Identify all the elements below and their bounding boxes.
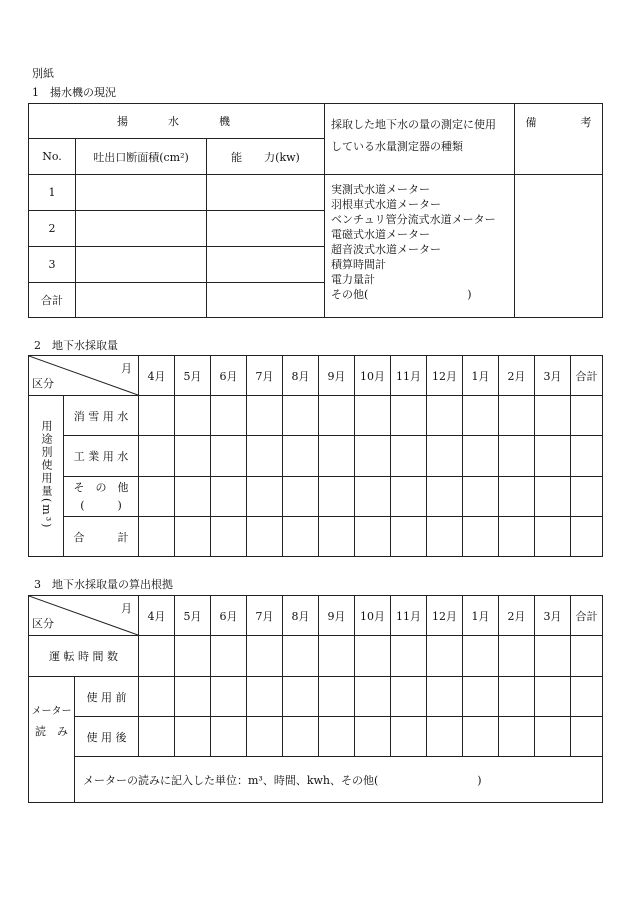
data-cell[interactable] (535, 396, 571, 436)
meter-type-item: その他( ) (331, 288, 472, 301)
data-cell[interactable] (463, 717, 499, 757)
data-cell[interactable] (247, 436, 283, 477)
month-header: 6月 (211, 356, 247, 396)
data-cell[interactable] (211, 436, 247, 477)
data-cell[interactable] (247, 717, 283, 757)
month-header: 10月 (355, 356, 391, 396)
month-header: 1月 (463, 596, 499, 636)
unit-note: メーターの読みに記入した単位：m³、時間、kwh、その他( ) (75, 757, 603, 803)
month-header: 9月 (319, 356, 355, 396)
meter-type-item: 電力量計 (331, 273, 375, 286)
month-header: 7月 (247, 596, 283, 636)
meter-reading-label: メーター 読 み (29, 677, 75, 803)
data-cell[interactable] (319, 396, 355, 436)
data-cell[interactable] (427, 396, 463, 436)
data-cell[interactable] (319, 436, 355, 477)
meter-type-item: 超音波式水道メーター (331, 243, 441, 256)
corner-month-label: 月 (121, 362, 132, 375)
data-cell[interactable] (427, 436, 463, 477)
month-header: 10月 (355, 596, 391, 636)
month-header: 2月 (499, 596, 535, 636)
area-cell-3[interactable] (76, 247, 207, 283)
data-cell[interactable] (499, 517, 535, 557)
month-header: 12月 (427, 596, 463, 636)
section2-title: 2 地下水採取量 (34, 339, 118, 352)
month-header: 1月 (463, 356, 499, 396)
data-cell[interactable] (463, 477, 499, 517)
month-header: 8月 (283, 356, 319, 396)
data-cell[interactable] (211, 717, 247, 757)
data-cell[interactable] (283, 477, 319, 517)
total-header: 合計 (571, 596, 603, 636)
data-cell[interactable] (283, 677, 319, 717)
data-cell[interactable] (283, 436, 319, 477)
area-cell-1[interactable] (76, 175, 207, 211)
data-cell[interactable] (283, 396, 319, 436)
row-operating-hours: 運 転 時 間 数 (29, 636, 139, 677)
area-cell-total[interactable] (76, 283, 207, 318)
data-cell[interactable] (355, 677, 391, 717)
data-cell[interactable] (499, 396, 535, 436)
month-header: 5月 (175, 596, 211, 636)
row-after-use: 使 用 後 (75, 717, 139, 757)
data-cell[interactable] (391, 517, 427, 557)
data-cell[interactable] (463, 396, 499, 436)
data-cell[interactable] (427, 517, 463, 557)
data-cell[interactable] (499, 677, 535, 717)
data-cell[interactable] (391, 436, 427, 477)
data-cell[interactable] (211, 677, 247, 717)
data-cell[interactable] (499, 717, 535, 757)
meter-type-item: 羽根車式水道メーター (331, 198, 441, 211)
month-header: 3月 (535, 356, 571, 396)
data-cell[interactable] (535, 636, 571, 677)
data-cell[interactable] (319, 717, 355, 757)
data-cell[interactable] (571, 677, 603, 717)
month-header: 11月 (391, 356, 427, 396)
data-cell[interactable] (211, 396, 247, 436)
month-header: 11月 (391, 596, 427, 636)
month-header: 8月 (283, 596, 319, 636)
corner-category-label: 区分 (32, 617, 54, 630)
col-no: No. (29, 139, 76, 175)
meter-type-item: ベンチュリ管分流式水道メーター (331, 213, 496, 226)
data-cell[interactable] (319, 636, 355, 677)
data-cell[interactable] (247, 636, 283, 677)
row-no-3: 3 (29, 247, 76, 283)
data-cell[interactable] (247, 477, 283, 517)
power-cell-total[interactable] (207, 283, 325, 318)
data-cell[interactable] (535, 677, 571, 717)
data-cell[interactable] (175, 517, 211, 557)
section1-title: 1 揚水機の現況 (32, 86, 116, 99)
data-cell[interactable] (175, 436, 211, 477)
data-cell[interactable] (175, 477, 211, 517)
power-cell-1[interactable] (207, 175, 325, 211)
month-header: 3月 (535, 596, 571, 636)
data-cell[interactable] (283, 636, 319, 677)
data-cell[interactable] (247, 396, 283, 436)
data-cell[interactable] (139, 517, 175, 557)
groundwater-volume-table (28, 355, 603, 557)
section3-title: 3 地下水採取量の算出根拠 (34, 578, 173, 591)
data-cell[interactable] (499, 636, 535, 677)
power-cell-2[interactable] (207, 211, 325, 247)
data-cell[interactable] (499, 477, 535, 517)
data-cell[interactable] (139, 396, 175, 436)
month-header: 12月 (427, 356, 463, 396)
data-cell[interactable] (211, 636, 247, 677)
area-cell-2[interactable] (76, 211, 207, 247)
power-cell-3[interactable] (207, 247, 325, 283)
month-header: 5月 (175, 356, 211, 396)
data-cell[interactable] (355, 436, 391, 477)
data-cell[interactable] (571, 717, 603, 757)
month-header: 6月 (211, 596, 247, 636)
meter-type-item: 実測式水道メーター (331, 183, 430, 196)
usage-vertical-label: 用途別使用量(m³) (29, 396, 64, 557)
month-header: 7月 (247, 356, 283, 396)
corner-category-label: 区分 (32, 377, 54, 390)
data-cell[interactable] (175, 677, 211, 717)
meter-type-item: 電磁式水道メーター (331, 228, 430, 241)
data-cell[interactable] (211, 477, 247, 517)
data-cell[interactable] (391, 477, 427, 517)
corner-month-label: 月 (121, 602, 132, 615)
month-header: 4月 (139, 596, 175, 636)
data-cell[interactable] (319, 677, 355, 717)
data-cell[interactable] (535, 436, 571, 477)
data-cell[interactable] (247, 677, 283, 717)
corner-cell (29, 596, 139, 636)
month-header: 4月 (139, 356, 175, 396)
data-cell[interactable] (355, 477, 391, 517)
data-cell[interactable] (175, 636, 211, 677)
data-cell[interactable] (463, 677, 499, 717)
row-other: そ の 他 ( ) (64, 477, 139, 517)
data-cell[interactable] (283, 517, 319, 557)
row-no-1: 1 (29, 175, 76, 211)
data-cell[interactable] (211, 517, 247, 557)
corner-cell (29, 356, 139, 396)
data-cell[interactable] (175, 717, 211, 757)
meter-type-list (325, 175, 515, 318)
data-cell[interactable] (535, 517, 571, 557)
data-cell[interactable] (571, 477, 603, 517)
data-cell[interactable] (139, 477, 175, 517)
month-header: 9月 (319, 596, 355, 636)
data-cell[interactable] (391, 677, 427, 717)
month-header: 2月 (499, 356, 535, 396)
data-cell[interactable] (139, 717, 175, 757)
data-cell[interactable] (535, 477, 571, 517)
row-total: 合計 (29, 283, 76, 318)
data-cell[interactable] (355, 717, 391, 757)
data-cell[interactable] (391, 717, 427, 757)
data-cell[interactable] (571, 396, 603, 436)
data-cell[interactable] (499, 436, 535, 477)
data-cell[interactable] (355, 636, 391, 677)
data-cell[interactable] (427, 717, 463, 757)
col-outlet-area: 吐出口断面積(cm²) (76, 139, 207, 175)
row-before-use: 使 用 前 (75, 677, 139, 717)
data-cell[interactable] (535, 717, 571, 757)
data-cell[interactable] (247, 517, 283, 557)
data-cell[interactable] (571, 636, 603, 677)
data-cell[interactable] (355, 517, 391, 557)
data-cell[interactable] (355, 396, 391, 436)
row-no-2: 2 (29, 211, 76, 247)
note-cell[interactable] (515, 175, 603, 318)
data-cell[interactable] (175, 396, 211, 436)
total-header: 合計 (571, 356, 603, 396)
data-cell[interactable] (139, 677, 175, 717)
data-cell[interactable] (139, 436, 175, 477)
data-cell[interactable] (283, 717, 319, 757)
data-cell[interactable] (319, 477, 355, 517)
meter-type-item: 積算時間計 (331, 258, 386, 271)
attachment-label: 別紙 (32, 67, 54, 80)
data-cell[interactable] (391, 636, 427, 677)
data-cell[interactable] (319, 517, 355, 557)
data-cell[interactable] (139, 636, 175, 677)
calculation-basis-table (28, 595, 603, 803)
note-header: 備 考 (515, 104, 603, 175)
meter-type-header: 採取した地下水の量の測定に使用 している水量測定器の種類 (325, 104, 515, 175)
data-cell[interactable] (571, 517, 603, 557)
data-cell[interactable] (463, 636, 499, 677)
col-power: 能 力(kw) (207, 139, 325, 175)
row-industrial: 工 業 用 水 (64, 436, 139, 477)
data-cell[interactable] (427, 477, 463, 517)
data-cell[interactable] (391, 396, 427, 436)
data-cell[interactable] (463, 436, 499, 477)
row-snow-melting: 消 雪 用 水 (64, 396, 139, 436)
pump-header: 揚 水 機 (29, 104, 325, 139)
data-cell[interactable] (427, 677, 463, 717)
data-cell[interactable] (463, 517, 499, 557)
data-cell[interactable] (427, 636, 463, 677)
pump-status-table (28, 103, 603, 318)
data-cell[interactable] (571, 436, 603, 477)
row-total: 合 計 (64, 517, 139, 557)
